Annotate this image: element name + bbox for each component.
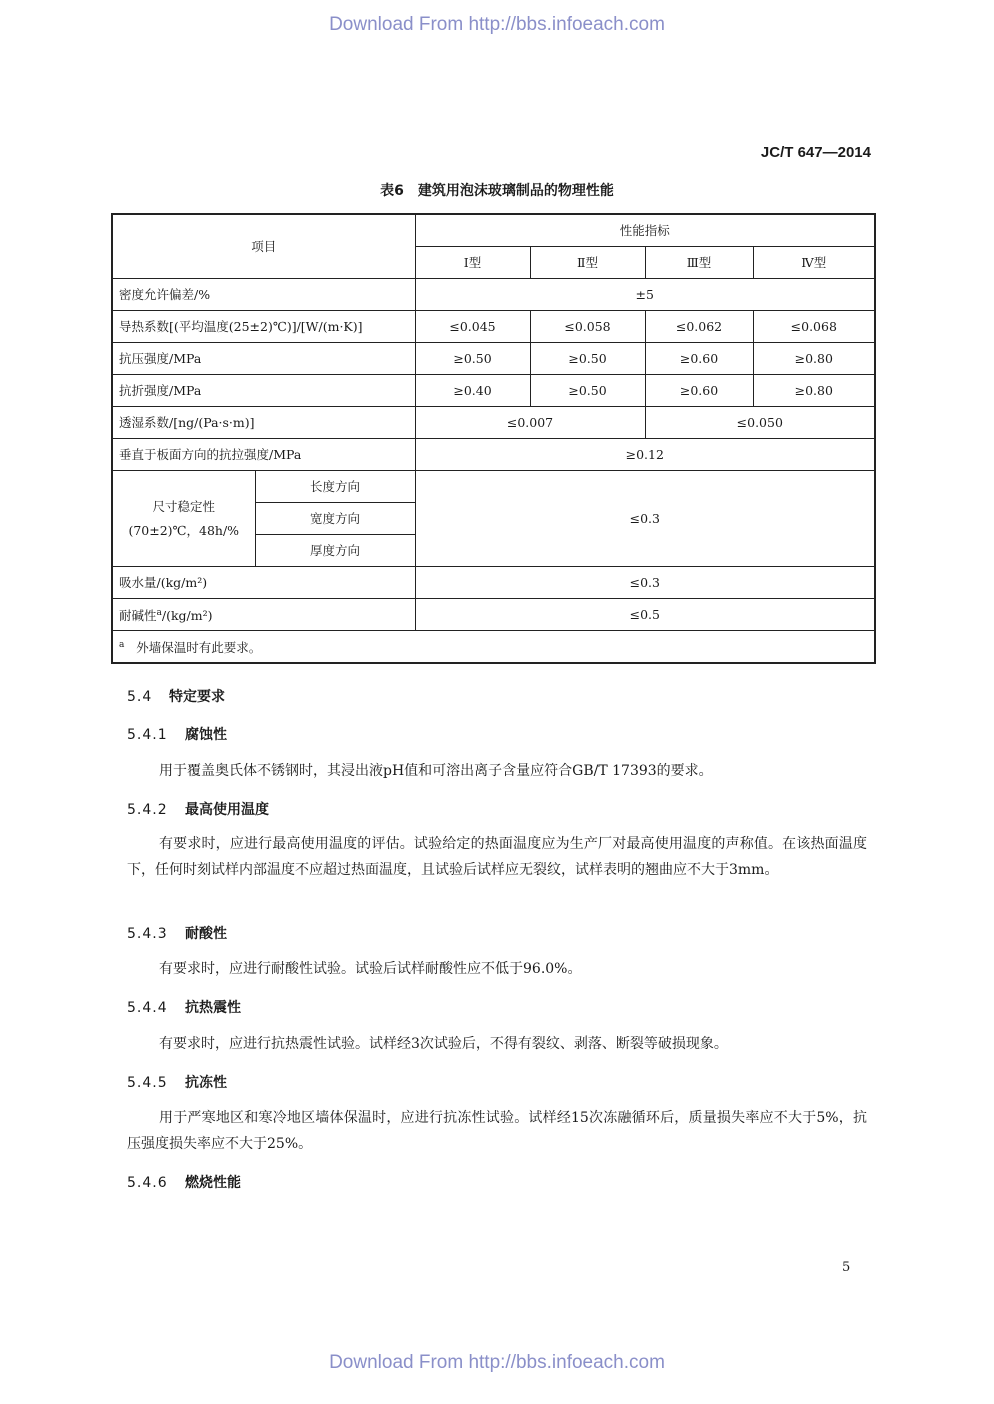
- row-value: ≥0.80: [753, 343, 875, 375]
- dimensional-label-line1: 尺寸稳定性: [152, 498, 215, 514]
- section-number: 5.4.5: [127, 1075, 168, 1091]
- row-value: ≤0.068: [753, 311, 875, 343]
- row-value: ≤0.045: [415, 311, 530, 343]
- row-label: 吸水量/(kg/m²): [112, 567, 415, 599]
- row-label: 密度允许偏差/%: [112, 279, 415, 311]
- section-number: 5.4.6: [127, 1175, 168, 1191]
- row-label: 抗压强度/MPa: [112, 343, 415, 375]
- row-value: ≥0.50: [530, 375, 645, 407]
- section-title: 最高使用温度: [185, 802, 269, 818]
- row-value: ≤0.3: [415, 471, 875, 567]
- row-value: ≥0.40: [415, 375, 530, 407]
- table-row: [112, 567, 875, 599]
- row-value: ≥0.60: [645, 375, 753, 407]
- row-value: ≤0.058: [530, 311, 645, 343]
- table-row: [112, 599, 875, 631]
- section-5-4-1: [127, 724, 227, 744]
- section-title: 耐酸性: [185, 926, 227, 942]
- type-2: Ⅱ型: [530, 247, 645, 279]
- dimensional-label-line2: (70±2)℃，48h/%: [128, 522, 240, 538]
- table-header-row: [112, 214, 875, 247]
- table-row: [112, 343, 875, 375]
- row-label: 垂直于板面方向的抗拉强度/MPa: [112, 439, 415, 471]
- section-title: 燃烧性能: [185, 1175, 241, 1191]
- section-5-4-5: [127, 1072, 227, 1092]
- row-value: ≥0.50: [415, 343, 530, 375]
- row-value: ±5: [415, 279, 875, 311]
- row-sublabel: 长度方向: [255, 471, 415, 503]
- section-title: 抗热震性: [185, 1000, 241, 1016]
- table-row: [112, 279, 875, 311]
- row-value: ≤0.3: [415, 567, 875, 599]
- watermark-top: Download From http://bbs.infoeach.com: [329, 14, 665, 35]
- row-value: ≤0.062: [645, 311, 753, 343]
- table-row: [112, 375, 875, 407]
- section-title: 抗冻性: [185, 1075, 227, 1091]
- section-5-4-3: [127, 923, 227, 943]
- row-value: ≥0.80: [753, 375, 875, 407]
- footnote-mark: a: [119, 639, 125, 650]
- row-label: 导热系数[(平均温度(25±2)℃)]/[W/(m·K)]: [112, 311, 415, 343]
- header-performance: 性能指标: [415, 214, 875, 247]
- table-row: [112, 311, 875, 343]
- section-number: 5.4: [127, 689, 153, 705]
- table-footnote: [112, 631, 875, 664]
- row-sublabel: 宽度方向: [255, 503, 415, 535]
- type-4: Ⅳ型: [753, 247, 875, 279]
- row-label-dimensional: [112, 471, 255, 567]
- table-caption: 表6 建筑用泡沫玻璃制品的物理性能: [380, 183, 614, 199]
- paragraph: 有要求时，应进行抗热震性试验。试样经3次试验后，不得有裂纹、剥落、断裂等破损现象。: [159, 1036, 728, 1052]
- section-5-4-4: [127, 997, 241, 1017]
- row-value: ≤0.5: [415, 599, 875, 631]
- section-number: 5.4.3: [127, 926, 168, 942]
- watermark-bottom: Download From http://bbs.infoeach.com: [329, 1352, 665, 1373]
- alkali-label: 耐碱性: [119, 608, 157, 624]
- header-item: 项目: [112, 214, 415, 279]
- section-title: 腐蚀性: [185, 727, 227, 743]
- row-value: ≤0.007: [415, 407, 645, 439]
- section-5-4: [127, 686, 225, 706]
- footnote-mark: a: [156, 607, 162, 618]
- section-number: 5.4.2: [127, 802, 168, 818]
- section-5-4-6: [127, 1172, 241, 1192]
- paragraph: 有要求时，应进行最高使用温度的评估。试验给定的热面温度应为生产厂对最高使用温度的声称值。在该热面温度下，任何时刻试样内部温度不应超过热面温度，且试验后试样应无裂纹，试样表明的翘曲应不大于3mm。: [127, 836, 867, 878]
- alkali-unit: /(kg/m²): [161, 608, 213, 624]
- paragraph: 有要求时，应进行耐酸性试验。试验后试样耐酸性应不低于96.0%。: [159, 961, 582, 977]
- table-row: [112, 439, 875, 471]
- row-value: ≤0.050: [645, 407, 875, 439]
- table-row: [112, 471, 875, 503]
- section-title: 特定要求: [169, 689, 225, 705]
- row-label: 抗折强度/MPa: [112, 375, 415, 407]
- page-number: 5: [842, 1260, 851, 1275]
- row-value: ≥0.50: [530, 343, 645, 375]
- paragraph: 用于严寒地区和寒冷地区墙体保温时，应进行抗冻性试验。试样经15次冻融循环后，质量损失率应不大于5%，抗压强度损失率应不大于25%。: [127, 1110, 867, 1152]
- section-number: 5.4.4: [127, 1000, 168, 1016]
- section-number: 5.4.1: [127, 727, 168, 743]
- row-value: ≥0.12: [415, 439, 875, 471]
- standard-code: JC/T 647—2014: [760, 144, 871, 161]
- table-row: [112, 407, 875, 439]
- table-footnote-row: [112, 631, 875, 664]
- row-value: ≥0.60: [645, 343, 753, 375]
- row-sublabel: 厚度方向: [255, 535, 415, 567]
- type-1: Ⅰ型: [415, 247, 530, 279]
- section-5-4-2: [127, 799, 269, 819]
- row-label-alkali: [112, 599, 415, 631]
- footnote-text: 外墙保温时有此要求。: [136, 640, 262, 656]
- type-3: Ⅲ型: [645, 247, 753, 279]
- row-label: 透湿系数/[ng/(Pa·s·m)]: [112, 407, 415, 439]
- properties-table: [111, 213, 876, 664]
- paragraph: 用于覆盖奥氏体不锈钢时，其浸出液pH值和可溶出离子含量应符合GB/T 17393的要求。: [159, 763, 713, 779]
